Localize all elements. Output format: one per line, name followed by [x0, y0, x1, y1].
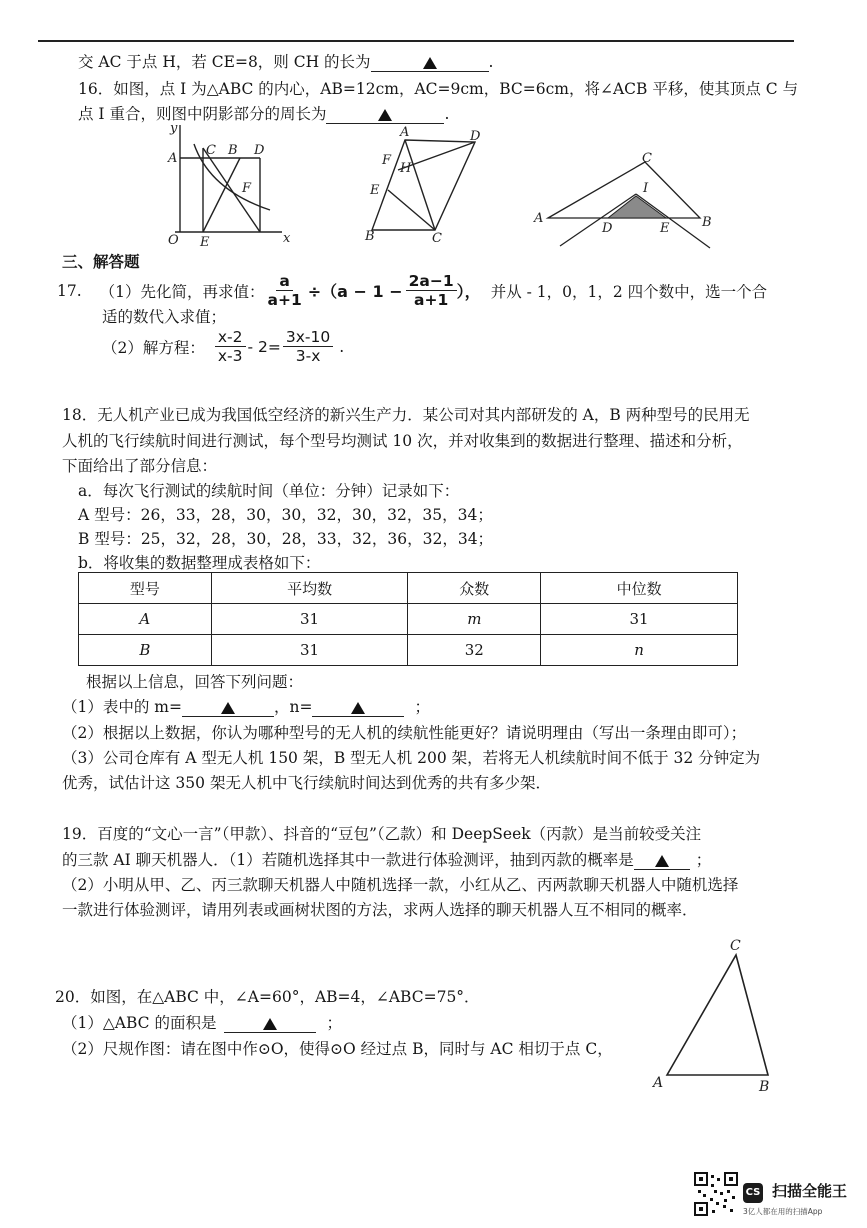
fraction-3x10-3x: $\frac{3x-10}{3-x}$ [283, 328, 333, 365]
answer-blank [224, 1014, 316, 1033]
q16-line1: 16．如图，点 I 为△ABC 的内心，AB=12cm，AC=9cm，BC=6cm，将∠ACB 平移，使其顶点 C 与 [78, 80, 799, 98]
answer-blank-n [312, 698, 404, 717]
q18-a-data: A 型号：26，33，28，30，30，32，30，32，35，34； [78, 506, 493, 524]
triangle-answer-icon [221, 702, 235, 714]
table-cell: A [79, 604, 212, 635]
label-F: F [242, 181, 252, 196]
label-C: C [730, 938, 741, 954]
label-A: A [400, 125, 410, 140]
fraction-2a-1: $\frac{2a-1}{a+1}$ [406, 272, 457, 309]
answer-blank-m [182, 698, 274, 717]
scanner-brand: 扫描全能王 [771, 1182, 847, 1200]
table-cell: 31 [211, 635, 408, 666]
label-y: y [170, 121, 178, 136]
q18-q2: （2）根据以上数据，你认为哪种型号的无人机的续航性能更好？请说明理由（写出一条理由即可）； [62, 724, 747, 742]
label-A: A [168, 151, 178, 166]
label-B: B [702, 215, 712, 230]
q19-line3: （2）小明从甲、乙、丙三款聊天机器人中随机选择一款，小红从乙、丙两款聊天机器人中随机选择 [62, 876, 739, 894]
fraction-x2-x3: $\frac{x-2}{x-3}$ [215, 328, 246, 365]
q18-questions-intro: 根据以上信息，回答下列问题： [86, 673, 304, 691]
table-cell: 31 [211, 604, 408, 635]
q17-part2: （2）解方程： $\frac{x-2}{x-3}$ - 2= $\frac{3x-10}{3-x}$ . [102, 328, 345, 365]
table-row [79, 635, 738, 666]
data-table [78, 572, 738, 666]
label-O: O [168, 233, 179, 248]
table-cell: 32 [408, 635, 541, 666]
table-cell: B [79, 635, 212, 666]
label-A: A [653, 1075, 664, 1091]
label-E: E [370, 183, 380, 198]
q18-q3-line2: 优秀，试估计这 350 架无人机中飞行续航时间达到优秀的共有多少架． [62, 774, 551, 792]
label-C: C [432, 231, 442, 246]
q20-part1: （1）△ABC 的面积是 ； [62, 1014, 342, 1032]
scanner-logo-icon: CS [743, 1183, 763, 1203]
table-header-cell: 中位数 [541, 573, 738, 604]
q18-b-intro: b．将收集的数据整理成表格如下： [78, 554, 321, 572]
table-cell: n [541, 635, 738, 666]
triangle-answer-icon [351, 702, 365, 714]
parallelogram-figure [360, 122, 490, 247]
q18-line1: 18．无人机产业已成为我国低空经济的新兴生产力．某公司对其内部研发的 A，B 两种型号的民用无 [62, 406, 750, 424]
label-B: B [365, 229, 375, 244]
q18-a-intro: a．每次飞行测试的续航时间（单位：分钟）记录如下： [78, 482, 460, 500]
q19-line4: 一款进行体验测评，请用列表或画树状图的方法，求两人选择的聊天机器人互不相同的概率． [62, 901, 698, 919]
label-I: I [643, 181, 649, 196]
fraction-a-over-a-plus-1: $\frac{a}{a+1}$ [267, 272, 302, 309]
label-D: D [470, 129, 481, 144]
triangle-answer-icon [655, 855, 669, 867]
top-rule [38, 40, 794, 42]
label-F: F [382, 153, 392, 168]
q16-line2: 点 I 重合，则图中阴影部分的周长为 . [78, 105, 450, 123]
table-header-cell: 型号 [79, 573, 212, 604]
q15-text: 交 AC 于点 H，若 CE=8，则 CH 的长为 [78, 53, 371, 71]
scanner-tagline: 3亿人都在用的扫描App [743, 1206, 823, 1216]
q19-line2: 的三款 AI 聊天机器人．（1）若随机选择其中一款进行体验测评，抽到丙款的概率是 ； [62, 851, 712, 869]
coordinate-figure [150, 120, 300, 250]
scanner-watermark [743, 1180, 847, 1217]
triangle-answer-icon [423, 57, 437, 69]
label-C: C [642, 151, 652, 166]
q18-line2: 人机的飞行续航时间进行测试，每个型号均测试 10 次，并对收集到的数据进行整理、描述和分析， [62, 432, 743, 450]
q18-q3-line1: （3）公司仓库有 A 型无人机 150 架，B 型无人机 200 架，若将无人机续航时间不低于 32 分钟定为 [62, 749, 761, 767]
q19-line1: 19．百度的“文心一言”（甲款）、抖音的“豆包”（乙款）和 DeepSeek（丙款）是当前较受关注 [62, 825, 702, 843]
q20-line1: 20．如图，在△ABC 中，∠A=60°，AB=4，∠ABC=75°． [55, 988, 480, 1006]
label-D: D [602, 221, 613, 236]
table-header-row [79, 573, 738, 604]
label-D: D [254, 143, 265, 158]
q18-line3: 下面给出了部分信息： [62, 457, 218, 475]
table-cell: 31 [541, 604, 738, 635]
q15-tail: 交 AC 于点 H，若 CE=8，则 CH 的长为 . [78, 53, 494, 71]
q17-part1-line2: 适的数代入求值； [102, 308, 227, 326]
answer-blank [371, 53, 489, 72]
label-C: C [206, 143, 216, 158]
label-B: B [759, 1079, 770, 1095]
table-header-cell: 众数 [408, 573, 541, 604]
q17-part1: 17. （1）先化简，再求值： $\frac{a}{a+1}$ ÷（a − 1 − $\frac{2a-1}{a+1}$ ）， 并从 - 1，0，1，2 四个数中，选一个合 [57, 272, 768, 309]
label-E: E [660, 221, 670, 236]
q20-part2: （2）尺规作图：请在图中作⊙O，使得⊙O 经过点 B，同时与 AC 相切于点 C， [62, 1040, 613, 1058]
table-header-cell: 平均数 [211, 573, 408, 604]
triangle-answer-icon [263, 1018, 277, 1030]
triangle-incenter-figure [530, 148, 720, 256]
label-A: A [534, 211, 544, 226]
label-B: B [228, 143, 238, 158]
q18-b-data: B 型号：25，32，28，30，28，33，32，36，32，34； [78, 530, 494, 548]
q18-q1: （1）表中的 m= ，n= ； [62, 698, 430, 716]
table-cell: m [408, 604, 541, 635]
section-heading: 三、解答题 [62, 252, 140, 271]
qr-code-icon [694, 1172, 738, 1220]
triangle-answer-icon [378, 109, 392, 121]
label-x: x [283, 231, 291, 246]
answer-blank [634, 851, 690, 870]
triangle-abc-figure [645, 935, 785, 1095]
table-row [79, 604, 738, 635]
label-H: H [400, 161, 412, 176]
label-E: E [200, 235, 210, 250]
